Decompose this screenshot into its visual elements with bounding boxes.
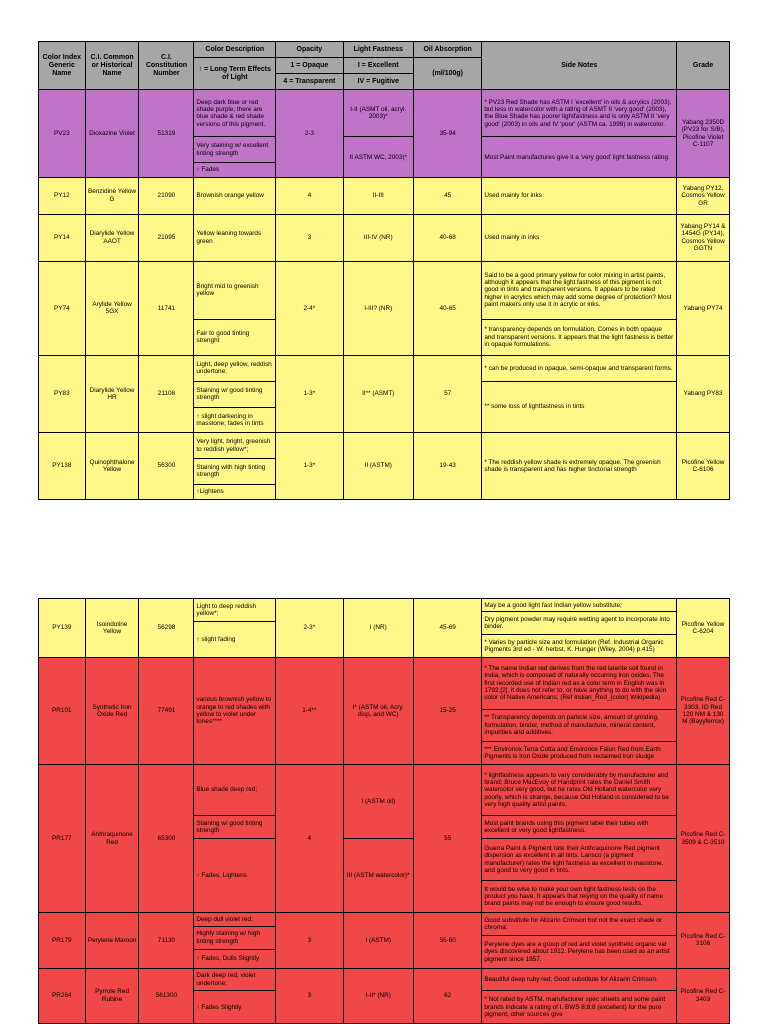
header-light-fastness: Light Fastness	[343, 42, 413, 58]
opacity-value: 1-3*	[276, 433, 343, 500]
light-fastness-value: III-IV (NR)	[343, 214, 413, 261]
side-note: * lightfastness appears to vary considerably by manufacturer and brand; Bruce MacEvoy of Handprint rates the Daniel Smith watercolor very good, but he rates Old Holland watercolor very poorly, which is strange, because Old Holland is considered to be very high quality artist paints.	[482, 764, 677, 815]
grade-value: Picofine Yellow C-6204	[677, 599, 730, 658]
pigment-common-name: Arylide Yellow 5GX	[85, 261, 139, 355]
pigment-code: PR179	[39, 913, 86, 968]
oil-absorption-value: 55	[413, 764, 481, 913]
pigment-constitution-number: 561300	[139, 968, 194, 1023]
color-description: Staining with high tinting strength	[194, 459, 276, 485]
side-note: * Varies by particle size and formulation (Ref. Industrial Organic Pigments 3rd ed - W. herbst, K. Hunger (Wiley, 2004) p.415)	[482, 635, 677, 658]
side-note: It would be wise to make your own light fastness tests on the product you have. It appears that relying on the quality of name brand paints may not be enough to ensure good results.	[482, 880, 677, 912]
header-opacity-legend-transparent: 4 = Transparent	[276, 74, 343, 90]
oil-absorption-value: 45-69	[413, 599, 481, 658]
color-description: ↑ Fades, Lightens	[194, 839, 276, 913]
side-note: * The reddish yellow shade is extremely opaque. The greenish shade is transparent and has higher tinctorial strength	[482, 433, 677, 500]
light-fastness-value: I-II* (NR)	[343, 968, 413, 1023]
color-description: Brownish orange yellow	[194, 178, 276, 214]
oil-absorption-value: 15-25	[413, 658, 481, 765]
opacity-value: 4	[276, 178, 343, 214]
opacity-value: 3	[276, 913, 343, 968]
pigment-common-name: Anthraquinone Red	[85, 764, 139, 913]
side-note: Said to be a good primary yellow for color mixing in artist paints, although it appears that the light fastness of this pigment is not good in tints and transparent versions. It appears to be rated higher in acrylics which may add some degree of protection? Most paint makers only use it in acrylic or inks.	[482, 261, 677, 319]
opacity-value: 3	[276, 214, 343, 261]
side-note: * The name Indian red derives from the red laterite soil found in India, which is composed of naturally occurring iron oxides. The first recorded use of Indian red as a color term in English was in 1792.[2], it does not refer to, or have anything to do with the skin color of Native Americans; (Ref Indian_Red_(color) Wikipedia)	[482, 658, 677, 709]
pigment-constitution-number: 21108	[139, 356, 194, 433]
color-description: Highly staining w/ high tinting strength	[194, 926, 276, 949]
side-note: * PV23 Red Shade has ASTM I 'excellent' in oils & acrylics (2003), but less in watercolor with a rating of ASMT II 'very good' (2003), the Blue Shade has poorer lightfastness and is only ASTM II 'very good' (2003) in oils and IV 'poor' (ASTM ca. 1999) in watercolor.	[482, 90, 677, 137]
color-description: Staining w/ good tinting strength	[194, 816, 276, 839]
side-note: Dry pigment powder may require wetting agent to incorporate into binder.	[482, 612, 677, 635]
color-description: Dark deep red, violet undertone;	[194, 968, 276, 991]
pigment-common-name: Pyrrole Red Rubine	[85, 968, 139, 1023]
color-description: Very light, bright, greenish to reddish yellow*;	[194, 433, 276, 459]
color-description: Yellow leaning towards green	[194, 214, 276, 261]
light-fastness-value: I-III? (NR)	[343, 261, 413, 355]
header-generic-name: Color Index Generic Name	[39, 42, 86, 90]
opacity-value: 1-4**	[276, 658, 343, 765]
light-fastness-value: I (NR)	[343, 599, 413, 658]
color-description: ↑ slight darkening in masstone; fades in tints	[194, 407, 276, 433]
pigment-common-name: Benzidine Yellow G	[85, 178, 139, 214]
pigment-row	[39, 968, 730, 991]
pigment-constitution-number: 51319	[139, 90, 194, 178]
color-description: Deep dark blue or red shade purple; there are blue shade & red shade versions of this pigment.	[194, 90, 276, 137]
side-note: Most Paint manufactures give it a 'very good' light fastness rating.	[482, 137, 677, 178]
color-description: Bright mid to greenish yellow	[194, 261, 276, 319]
grade-value: Picofine Yellow C-6106	[677, 433, 730, 500]
pigment-constitution-number: 11741	[139, 261, 194, 355]
side-note: ** some loss of lightfastness in tints	[482, 381, 677, 433]
color-description: ↑ slight fading	[194, 621, 276, 657]
light-fastness-value: I (ASTM)	[343, 913, 413, 968]
header-light-legend-fugitive: IV = Fugitive	[343, 74, 413, 90]
pigment-row	[39, 658, 730, 709]
pigment-constitution-number: 65300	[139, 764, 194, 913]
oil-absorption-value: 19-43	[413, 433, 481, 500]
opacity-value: 3	[276, 968, 343, 1023]
side-note: * Not rated by ASTM, manufacturer spec sheets and some paint brands indicate a rating of I, BWS 8;8;8 (excellent) for the pure pigment, other sources give	[482, 991, 677, 1024]
grade-value: Yabang PY14 & 1454G (PY14), Cosmos Yellow GGTN	[677, 214, 730, 261]
color-description: various brownish yellow to orange to red shades with yellow to violet under tones****	[194, 658, 276, 765]
pigment-row	[39, 214, 730, 261]
side-note: *** Environox Terra Cotta and Environox Falun Red from Earth Pigments is Iron Oxide produced from reclaimed iron sludge	[482, 741, 677, 764]
light-fastness-value: I* (ASTM oil, Acry. disp, and WC)	[343, 658, 413, 765]
grade-value: Picofine Red C-3403	[677, 968, 730, 1023]
pigment-constitution-number: 21090	[139, 178, 194, 214]
light-fastness-value: I (ASTM oil)	[343, 764, 413, 838]
color-description: ↑ Fades, Dulls Slightly	[194, 949, 276, 968]
grade-value: Picofine Red C-3303, IO Red 120 NM & 130 M (Bayyferrox)	[677, 658, 730, 765]
pigment-common-name: Dioxazine Violet	[85, 90, 139, 178]
pigment-row	[39, 433, 730, 459]
pigment-common-name: Synthetic Iron Oxide Red	[85, 658, 139, 765]
header-oil-units: (ml/100g)	[413, 58, 481, 90]
light-fastness-value: II ASTM WC, 2003)*	[343, 137, 413, 178]
pigment-code: PY139	[39, 599, 86, 658]
side-note: Used mainly for inks	[482, 178, 677, 214]
pigment-code: PY14	[39, 214, 86, 261]
color-description: Light, deep yellow, reddish undertone;	[194, 356, 276, 382]
header-common-name: C.I. Common or Historical Name	[85, 42, 139, 90]
oil-absorption-value: 40-65	[413, 261, 481, 355]
grade-value: Yabang PY74	[677, 261, 730, 355]
pigment-common-name: Perylene Maroon	[85, 913, 139, 968]
pigment-common-name: Isoindoline Yellow	[85, 599, 139, 658]
oil-absorption-value: 35-94	[413, 90, 481, 178]
header-constitution-number: C.I. Constitution Number	[139, 42, 194, 90]
opacity-value: 1-3*	[276, 356, 343, 433]
color-description: ↑ Fades	[194, 163, 276, 178]
pigment-code: PR101	[39, 658, 86, 765]
pigment-code: PR177	[39, 764, 86, 913]
pigment-constitution-number: 77491	[139, 658, 194, 765]
oil-absorption-value: 62	[413, 968, 481, 1023]
light-fastness-value: II-III	[343, 178, 413, 214]
pigment-constitution-number: 56300	[139, 433, 194, 500]
opacity-value: 2-3*	[276, 599, 343, 658]
oil-absorption-value: 45	[413, 178, 481, 214]
grade-value: Yabang PY83	[677, 356, 730, 433]
side-note: Most paint brands using this pigment label their tubes with excellent or very good lightfastness.	[482, 816, 677, 839]
color-description: Fair to good tinting strenght	[194, 319, 276, 355]
pigment-table-top	[38, 41, 730, 500]
grade-value: Picofine Red C-3106	[677, 913, 730, 968]
header-opacity: Opacity	[276, 42, 343, 58]
pigment-common-name: Quinophthalone Yellow	[85, 433, 139, 500]
opacity-value: 4	[276, 764, 343, 913]
pigment-code: PY12	[39, 178, 86, 214]
header-side-notes: Side Notes	[482, 42, 677, 90]
pigment-code: PY74	[39, 261, 86, 355]
oil-absorption-value: 55-60	[413, 913, 481, 968]
side-note: Used mainly in inks	[482, 214, 677, 261]
header-color-description-legend: ↑ = Long Term Effects of Light	[194, 58, 276, 90]
pigment-row	[39, 261, 730, 319]
side-note: Beautiful deep ruby red; Good substitute for Alizarin Crimson.	[482, 968, 677, 991]
opacity-value: 2-3	[276, 90, 343, 178]
color-description: Blue shade deep red;	[194, 764, 276, 815]
header-oil-absorption: Oil Absorption	[413, 42, 481, 58]
pigment-table-bottom	[38, 598, 730, 1024]
pigment-constitution-number: 71130	[139, 913, 194, 968]
side-note: Guerra Paint & Pigment rate their Anthraquinone Red pigment dispersion as excellent in all tints. Lansco (a pigment manufacturer) rates the light fastness as excellent in masstone, and good to very good in tints.	[482, 839, 677, 881]
grade-value: Yabang PY12, Cosmos Yellow GR	[677, 178, 730, 214]
grade-value: Yabang 2350D (PV23 for S/B), Picofine Violet C-1107	[677, 90, 730, 178]
pigment-code: PY83	[39, 356, 86, 433]
header-color-description: Color Description	[194, 42, 276, 58]
side-note: * can be produced in opaque, semi-opaque and transparent forms.	[482, 356, 677, 382]
pigment-code: PY138	[39, 433, 86, 500]
color-description: Deep dull violet red;	[194, 913, 276, 926]
color-description: Staining w/ good tinting strength	[194, 381, 276, 407]
oil-absorption-value: 57	[413, 356, 481, 433]
light-fastness-value: II (ASTM)	[343, 433, 413, 500]
side-note: ** Transparency depends on particle size, amount of grinding, formulation, binder, method of manufacture, mineral content, impurities and additives.	[482, 709, 677, 741]
pigment-common-name: Diarylide Yellow AAOT	[85, 214, 139, 261]
header-light-legend-excellent: I = Excellent	[343, 58, 413, 74]
side-note: Good substitute for Alizarin Crimson but not the exact shade or chroma;	[482, 913, 677, 936]
grade-value: Picofine Red C-3509 & C-3510	[677, 764, 730, 913]
color-description: Light to deep reddish yellow*;	[194, 599, 276, 622]
oil-absorption-value: 40-68	[413, 214, 481, 261]
light-fastness-value: II** (ASMT)	[343, 356, 413, 433]
light-fastness-value: III (ASTM watercolor)*	[343, 839, 413, 913]
pigment-constitution-number: 21095	[139, 214, 194, 261]
color-description: Very staining w/ excellent tinting strength	[194, 137, 276, 163]
color-description: ↑ Fades Slightly	[194, 991, 276, 1024]
side-note: * transparency depends on formulation. Comes in both opaque and transparent versions. It appears that the light fastness is better in opaque formulations.	[482, 319, 677, 355]
pigment-constitution-number: 56298	[139, 599, 194, 658]
side-note: May be a good light fast Indian yellow substitute;	[482, 599, 677, 612]
color-description: ↑Lightens	[194, 484, 276, 499]
pigment-code: PV23	[39, 90, 86, 178]
pigment-common-name: Diarylide Yellow HR	[85, 356, 139, 433]
side-note: Perylene dyes are a group of red and violet synthetic organic vat dyes discovered about 1912. Perylene has been used as an artist pigment since 1957.	[482, 936, 677, 968]
pigment-code: PR264	[39, 968, 86, 1023]
header-row	[39, 42, 730, 58]
header-opacity-legend-opaque: 1 = Opaque	[276, 58, 343, 74]
light-fastness-value: I-II (ASMT oil, acryl. 2003)*	[343, 90, 413, 137]
opacity-value: 2-4*	[276, 261, 343, 355]
pigment-row	[39, 178, 730, 214]
header-grade: Grade	[677, 42, 730, 90]
